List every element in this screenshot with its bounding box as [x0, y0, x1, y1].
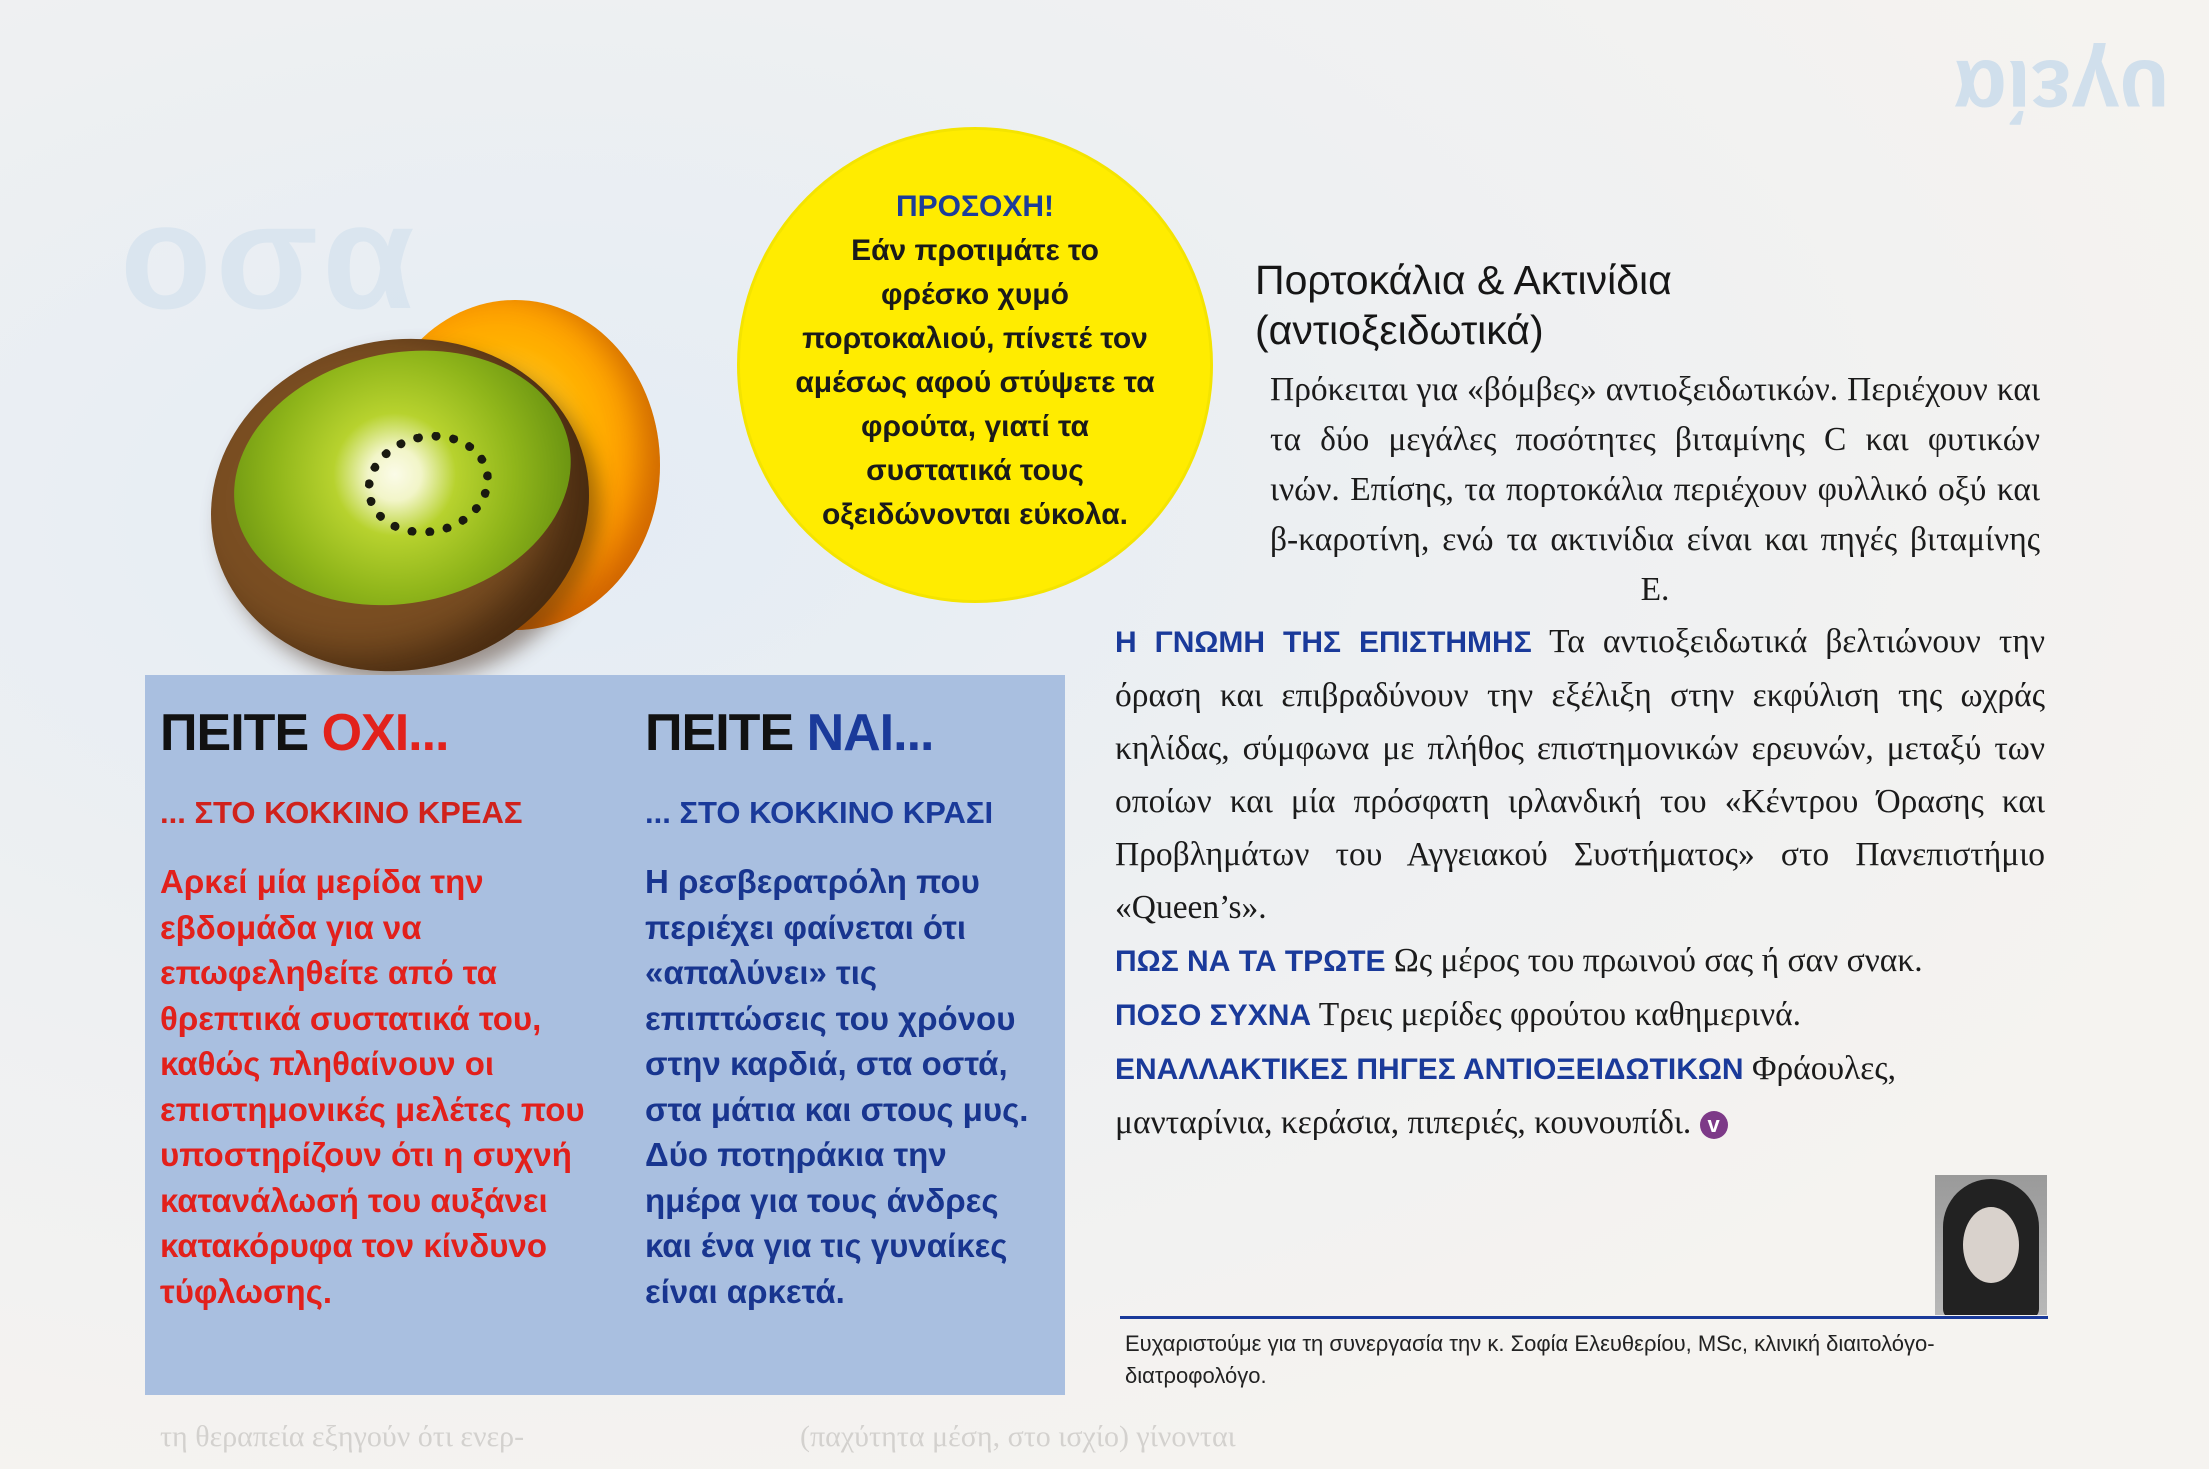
frequency-label: ΠΟΣΟ ΣΥΧΝΑ [1115, 999, 1312, 1032]
say-no-yes-box [145, 675, 1065, 1395]
say-no-subheading: ... ΣΤΟ ΚΟΚΚΙΝΟ ΚΡΕΑΣ [160, 795, 523, 830]
bleed-through-text-2: (παχύτητα μέση, στο ισχίο) γίνονται [800, 1420, 1236, 1453]
callout-body: Εάν προτιμάτε το φρέσκο χυμό πορτοκαλιού, πίνετέ τον αμέσως αφού στύψετε τα φρούτα, γιατί τα συστατικά τους οξειδώνονται εύκολα. [795, 234, 1155, 531]
how-label: ΠΩΣ ΝΑ ΤΑ ΤΡΩΤΕ [1115, 945, 1386, 978]
article-intro: Πρόκειται για «βόμβες» αντιοξειδωτικών. Περιέχουν και τα δύο μεγάλες ποσότητες βιταμίνης C και φυτικών ινών. Επίσης, τα πορτοκάλια περιέχουν φυλλικό οξύ και β-καροτίνη, ενώ τα ακτινίδια είναι και πηγές βιταμίνης Ε. [1270, 371, 2040, 608]
science-text: Τα αντιοξειδωτικά βελτιώνουν την όραση και επιβραδύνουν την εξέλιξη στην εκφύλιση της ωχράς κηλίδας, σύμφωνα με πλήθος επιστημονικών ερευνών, μεταξύ των οποίων και μία πρόσφατη ιρλανδική του «Κέντρου Όρασης και Προβλημάτων του Αγγειακού Συστήματος» στο Πανεπιστήμιο «Queen’s». [1115, 623, 2045, 926]
article-how [1115, 934, 2045, 988]
say-no-heading-prefix: ΠΕΙΤΕ [160, 704, 322, 762]
say-no-column [160, 675, 600, 1314]
section-tag-mirrored: υγεία [1953, 42, 2169, 138]
how-text: Ως μέρος του πρωινού σας ή σαν σνακ. [1385, 942, 1923, 979]
alternatives-label: ΕΝΑΛΛΑΚΤΙΚΕΣ ΠΗΓΕΣ ΑΝΤΙΟΞΕΙΔΩΤΙΚΩΝ [1115, 1053, 1744, 1086]
article-title-line1: Πορτοκάλια & Ακτινίδια [1255, 257, 1672, 303]
science-label: Η ΓΝΩΜΗ ΤΗΣ ΕΠΙΣΤΗΜΗΣ [1115, 626, 1532, 659]
article-title-line2: (αντιοξειδωτικά) [1255, 307, 1544, 353]
article-alternatives [1115, 1042, 2045, 1149]
frequency-text: Τρεις μερίδες φρούτου καθημερινά. [1311, 996, 1802, 1033]
article-frequency [1115, 988, 2045, 1042]
bleed-through-text: τη θεραπεία εξηγούν ότι ενερ- [160, 1420, 525, 1453]
callout-title: ΠΡΟΣΟΧΗ! [895, 190, 1054, 223]
fruit-illustration [210, 290, 640, 670]
say-yes-body: Η ρεσβερατρόλη που περιέχει φαίνεται ότι «απαλύνει» τις επιπτώσεις του χρόνου στην καρδιά, στα οστά, στα μάτια και στους μυς. Δύο ποτηράκια την ημέρα για τους άνδρες και ένα για τις γυναίκες είναι αρκετά. [645, 863, 1029, 1310]
article [1115, 255, 2045, 1149]
callout-text [795, 185, 1155, 537]
say-yes-heading-word: ΝΑΙ... [806, 704, 934, 762]
credit-text: Ευχαριστούμε για τη συνεργασία την κ. Σοφία Ελευθερίου, MSc, κλινική διαιτολόγο-διατροφολόγο. [1125, 1331, 1935, 1388]
say-yes-heading-prefix: ΠΕΙΤΕ [645, 704, 807, 762]
say-yes-heading [645, 703, 1045, 763]
kiwi-seeds [355, 420, 502, 547]
article-title [1255, 255, 2045, 355]
author-photo-face [1963, 1207, 2019, 1283]
say-yes-column [645, 675, 1045, 1314]
alternatives-text: Φράουλες, μανταρίνια, κεράσια, πιπεριές, κουνουπίδι. [1115, 1050, 1897, 1141]
end-mark-icon: v [1700, 1111, 1728, 1139]
say-no-heading [160, 703, 600, 763]
say-yes-subheading: ... ΣΤΟ ΚΟΚΚΙΝΟ ΚΡΑΣΙ [645, 795, 994, 830]
say-no-body: Αρκεί μία μερίδα την εβδομάδα για να επωφεληθείτε από τα θρεπτικά συστατικά του, καθώς πληθαίνουν οι επιστημονικές μελέτες που υποστηρίζουν ότι η συχνή κατανάλωσή του αυξάνει κατακόρυφα τον κίνδυνο τύφλωσης. [160, 863, 585, 1310]
article-science [1115, 615, 2045, 934]
say-no-heading-word: ΟΧΙ... [321, 704, 449, 762]
bleed-through-heading: oσα [120, 172, 419, 340]
credit-divider [1120, 1316, 2048, 1319]
author-photo [1935, 1175, 2047, 1315]
